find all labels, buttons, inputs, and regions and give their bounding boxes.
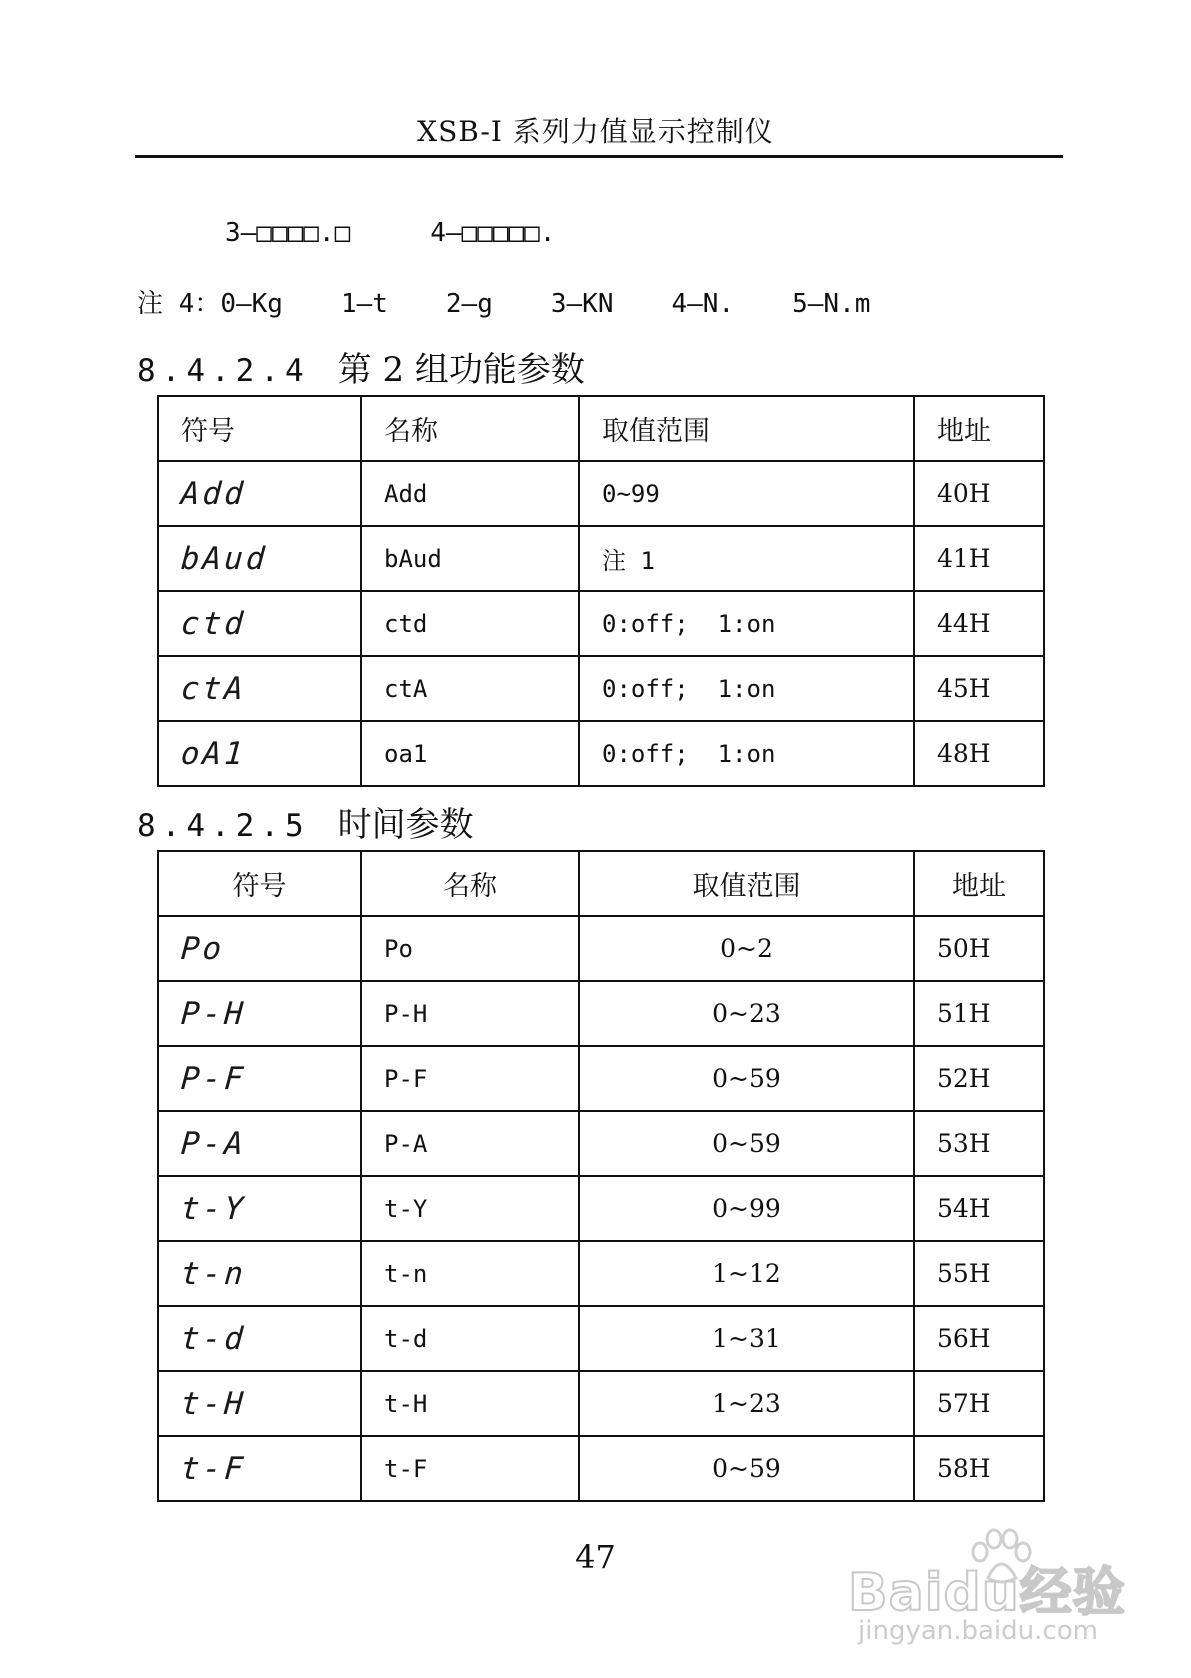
column-header-address: 地址 (914, 851, 1044, 916)
param-name: t-H (361, 1371, 579, 1436)
time-params-table (157, 850, 1045, 1502)
table-row (158, 461, 1044, 526)
table-row (158, 1176, 1044, 1241)
note-4-item: 3—KN (550, 289, 614, 319)
table-row (158, 1371, 1044, 1436)
param-name: ctd (361, 591, 579, 656)
param-address: 56H (914, 1306, 1044, 1371)
param-address: 50H (914, 916, 1044, 981)
segment-symbol: P-H (156, 981, 364, 1046)
param-name: t-n (361, 1241, 579, 1306)
param-name: t-F (361, 1436, 579, 1501)
param-name: Po (361, 916, 579, 981)
column-header-symbol: 符号 (158, 851, 361, 916)
decimal-format-4: 4—□□□□□. (430, 218, 556, 248)
page-header-title: XSB-I 系列力值显示控制仪 (417, 115, 774, 148)
segment-symbol: t-H (156, 1371, 364, 1436)
watermark-logo-text: Baidu经验 (848, 1563, 1126, 1623)
section-number: 8.4.2.5 (137, 808, 310, 844)
column-header-range: 取值范围 (579, 851, 914, 916)
param-name: bAud (361, 526, 579, 591)
segment-symbol: bAud (156, 526, 364, 591)
segment-symbol: ctd (156, 591, 364, 656)
table-row (158, 591, 1044, 656)
header-divider (135, 155, 1063, 158)
section-title: 第 2 组功能参数 (337, 350, 585, 390)
param-address: 54H (914, 1176, 1044, 1241)
param-name: P-H (361, 981, 579, 1046)
note-4-item: 5—N.m (792, 289, 871, 319)
column-header-range: 取值范围 (579, 396, 914, 461)
segment-symbol: oA1 (156, 721, 364, 786)
param-address: 44H (914, 591, 1044, 656)
decimal-format-line (225, 218, 635, 248)
table-row (158, 1046, 1044, 1111)
table-row (158, 981, 1044, 1046)
param-address: 58H (914, 1436, 1044, 1501)
param-range: 0~59 (579, 1111, 914, 1176)
segment-symbol: t-n (156, 1241, 364, 1306)
note-4-item: 4—N. (671, 289, 735, 319)
baidu-watermark (848, 1528, 1128, 1648)
section-heading-time-params (137, 797, 474, 846)
param-address: 53H (914, 1111, 1044, 1176)
section-title: 时间参数 (337, 805, 474, 845)
function-params-table (157, 395, 1045, 787)
param-range: 0~23 (579, 981, 914, 1046)
table-row (158, 656, 1044, 721)
param-range: 0~2 (579, 916, 914, 981)
segment-symbol: P-A (156, 1111, 364, 1176)
page-number: 47 (575, 1538, 616, 1576)
table-row (158, 1111, 1044, 1176)
watermark-url: jingyan.baidu.com (858, 1616, 1098, 1646)
table-header-row (158, 851, 1044, 916)
segment-symbol: Po (156, 916, 364, 981)
segment-symbol: Add (156, 461, 364, 526)
param-range: 1~31 (579, 1306, 914, 1371)
param-address: 40H (914, 461, 1044, 526)
table-row (158, 1436, 1044, 1501)
param-name: t-d (361, 1306, 579, 1371)
param-address: 45H (914, 656, 1044, 721)
segment-symbol: ctA (156, 656, 364, 721)
segment-symbol: t-d (156, 1306, 364, 1371)
param-name: t-Y (361, 1176, 579, 1241)
segment-symbol: t-F (156, 1436, 364, 1501)
param-address: 55H (914, 1241, 1044, 1306)
note-4-item: 2—g (445, 289, 493, 319)
param-name: P-F (361, 1046, 579, 1111)
param-range: 0:off; 1:on (579, 656, 914, 721)
param-range: 1~12 (579, 1241, 914, 1306)
note-4-item: 0—Kg (220, 289, 283, 319)
param-range: 1~23 (579, 1371, 914, 1436)
column-header-name: 名称 (361, 851, 579, 916)
param-address: 57H (914, 1371, 1044, 1436)
param-address: 52H (914, 1046, 1044, 1111)
param-name: P-A (361, 1111, 579, 1176)
table-header-row (158, 396, 1044, 461)
param-address: 48H (914, 721, 1044, 786)
decimal-format-3: 3—□□□□.□ (225, 218, 351, 248)
table-row (158, 1241, 1044, 1306)
param-name: ctA (361, 656, 579, 721)
param-address: 41H (914, 526, 1044, 591)
segment-symbol: t-Y (156, 1176, 364, 1241)
param-range: 0:off; 1:on (579, 591, 914, 656)
section-heading-function-params (137, 342, 585, 391)
param-range: 0:off; 1:on (579, 721, 914, 786)
param-address: 51H (914, 981, 1044, 1046)
table-row (158, 1306, 1044, 1371)
param-name: Add (361, 461, 579, 526)
param-name: oa1 (361, 721, 579, 786)
param-range: 注 1 (579, 526, 914, 591)
note-4-item: 1—t (340, 289, 388, 319)
column-header-symbol: 符号 (158, 396, 361, 461)
param-range: 0~59 (579, 1046, 914, 1111)
column-header-address: 地址 (914, 396, 1044, 461)
param-range: 0~59 (579, 1436, 914, 1501)
table-row (158, 526, 1044, 591)
param-range: 0~99 (579, 461, 914, 526)
section-number: 8.4.2.4 (137, 353, 310, 389)
table-row (158, 916, 1044, 981)
segment-symbol: P-F (156, 1046, 364, 1111)
table-row (158, 721, 1044, 786)
note-4-line (137, 283, 870, 320)
param-range: 0~99 (579, 1176, 914, 1241)
note-4-label: 注 4： (137, 289, 221, 319)
column-header-name: 名称 (361, 396, 579, 461)
